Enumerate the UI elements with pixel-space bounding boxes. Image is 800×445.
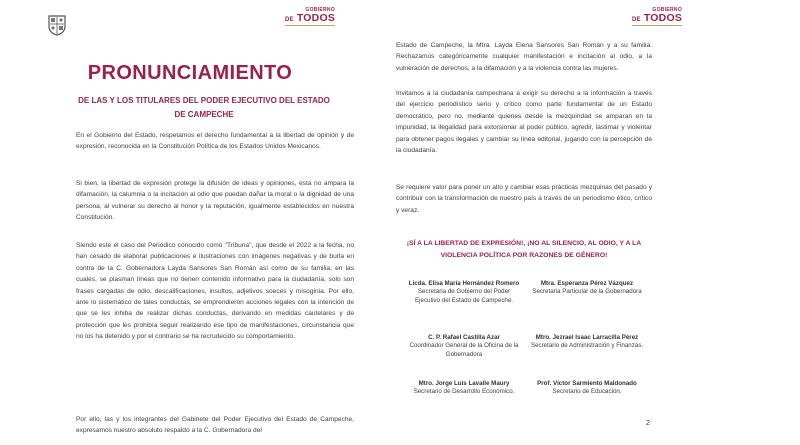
signatory-role: Secretario de Desarrollo Económico. bbox=[413, 388, 515, 396]
logo-underline bbox=[632, 25, 682, 26]
signatory-role: Secretario de Educación. bbox=[552, 388, 622, 396]
signatory-name: Prof. Víctor Sarmiento Maldonado bbox=[537, 380, 637, 387]
signatory-name: Licda. Elisa María Hernández Romero bbox=[408, 280, 520, 287]
signatory-block bbox=[405, 334, 523, 359]
paragraph: Invitamos a la ciudadanía campechana a exigir su derecho a la información a través del ejercicio periodístico serio y crítico como parte fundamental de un Estado democrático, pero no, mediante quienes desde la mezquindad se amparan en la impunidad, la ilegalidad para extorsionar al poder público, agredir, lastimar y violentar para obtener pagos ilegales y cambiar su línea editorial, jugando con la percepción de la ciudadanía. bbox=[396, 90, 652, 155]
signatory-role: Secretaria Particular de la Gobernadora bbox=[532, 288, 642, 296]
signatory-name: Mtro. Jezrael Isaac Larracilla Pérez bbox=[535, 334, 639, 341]
logo-top-text: GOBIERNO bbox=[305, 7, 336, 13]
state-seal-icon bbox=[47, 14, 67, 36]
paragraph: Estado de Campeche, la Mtra. Layda Elena Sansores San Román y a su familia. Rechazamos categóricamente cualquier manifestación e incitación al odio, a la vulneración de derechos, a la difamación y a la violencia contra las mujeres. bbox=[396, 42, 652, 72]
page-subtitle: DE LAS Y LOS TITULARES DEL PODER EJECUTIVO DEL ESTADO DE CAMPECHE bbox=[78, 96, 330, 119]
page-title: PRONUNCIAMIENTO bbox=[87, 62, 293, 84]
page-number: 2 bbox=[646, 420, 650, 427]
logo-main-text: DE TODOS bbox=[632, 12, 683, 24]
signatory-name: C. P. Rafael Castilla Azar bbox=[428, 334, 500, 341]
signatory-block bbox=[528, 334, 646, 351]
paragraph: Se requiere valor para poner un alto y cambiar esas prácticas mezquinas del pasado y contribuir con la transformación de nuestro país a través de un periodismo ético, crítico y veraz. bbox=[396, 184, 652, 214]
paragraph: En el Gobierno del Estado, respetamos el derecho fundamental a la libertad de opinión y de expresión, reconocida en la Constitución Política de los Estados Unidos Mexicanos. bbox=[76, 132, 354, 151]
signatory-block bbox=[528, 280, 646, 297]
signatory-block bbox=[405, 380, 523, 397]
signatory-block bbox=[405, 280, 523, 305]
gobierno-de-todos-logo bbox=[285, 8, 335, 26]
slogan-statement: ¡SÍ A LA LIBERTAD DE EXPRESIÓN!, ¡NO AL SILENCIO, AL ODIO, Y A LA VIOLENCIA POLÍTICA POR RAZONES DE GÉNERO! bbox=[406, 240, 642, 259]
signatory-role: Secretario de Administración y Finanzas. bbox=[530, 342, 644, 350]
signatory-role: Coordinador General de la Oficina de la Gobernadora bbox=[409, 342, 519, 358]
gobierno-de-todos-logo bbox=[632, 8, 682, 26]
logo-underline bbox=[285, 25, 335, 26]
signatory-name: Mtra. Esperanza Pérez Vázquez bbox=[540, 280, 634, 287]
logo-main-text: DE TODOS bbox=[285, 12, 336, 24]
signatory-block bbox=[528, 380, 646, 397]
paragraph: Por ello, las y los integrantes del Gabinete del Poder Ejecutivo del Estado de Campeche, expresamos nuestro absoluto respaldo a la C. Gobernadora del bbox=[76, 416, 354, 435]
signatory-name: Mtro. Jorge Luis Lavalle Maury bbox=[418, 380, 510, 387]
signatory-role: Secretaria de Gobierno del Poder Ejecutivo del Estado de Campeche. bbox=[414, 288, 514, 304]
paragraph: Siendo este el caso del Periódico conocido como "Tribuna", que desde el 2022 a la fecha, no han cesado de elaborar publicaciones e ilustraciones con imágenes negativas y de burla en contra de la C. Gobernadora Layda Sansores San Román así como de su familia, en las cuales, se plasman líneas que no tienen contenido informativo para la ciudadanía, solo son frases cargadas de odio, descalificaciones, insultos, adjetivos soeces y misoginia. Por ello, ante lo sistemático de tales conductas, se emprendieron acciones legales con la intención de que se les inhiba de realizar dichas conductas, derivando en medidas cautelares y de protección que les prohibía seguir realizando ese tipo de manifestaciones, circunstancia que no los ha detenido y por el contrario se ha recrudecido su comportamiento. bbox=[76, 242, 354, 341]
logo-top-text: GOBIERNO bbox=[652, 7, 683, 13]
paragraph: Si bien, la libertad de expresión protege la difusión de ideas y opiniones, esta no ampara la difamación, la calumnia o la incitación al odio que puedan dañar la moral o la dignidad de una persona, al vulnerar su derecho al honor y la reputación, igualmente establecidos en nuestra Constitución. bbox=[76, 180, 354, 222]
